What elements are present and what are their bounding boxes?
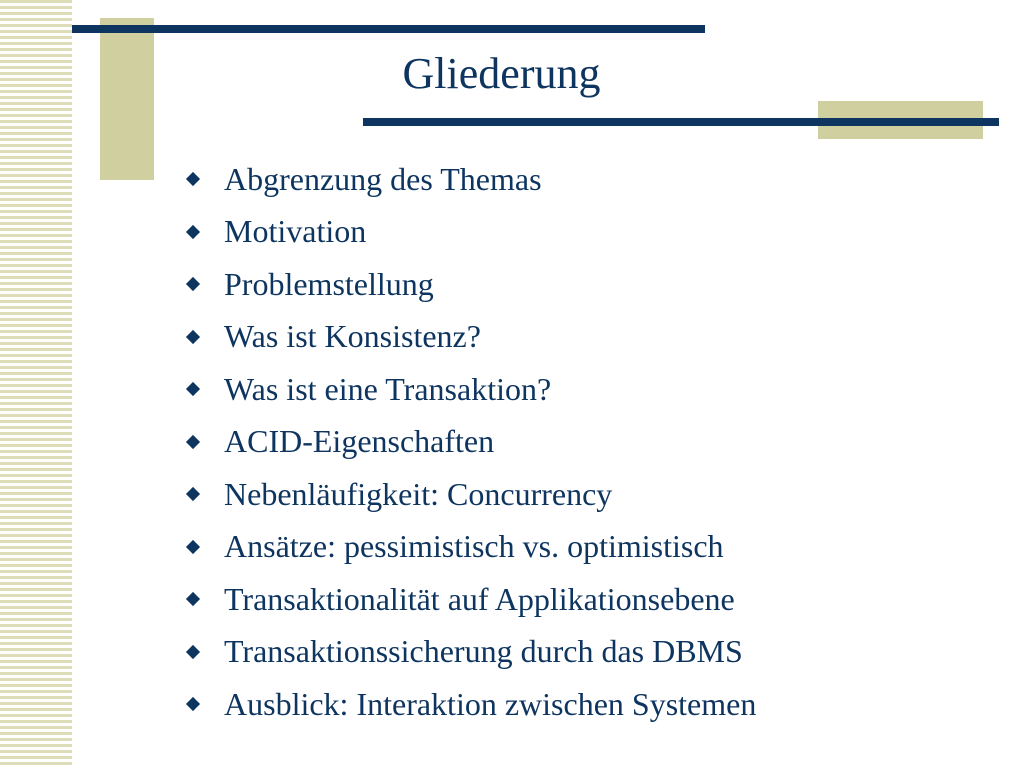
list-item-text: Ansätze: pessimistisch vs. optimistisch: [224, 528, 724, 565]
slide-title: Gliederung: [402, 49, 601, 98]
list-item: [180, 311, 756, 364]
diamond-icon: [186, 277, 200, 291]
diamond-icon: [186, 540, 200, 554]
list-item: [180, 521, 756, 574]
diamond-icon: [186, 225, 200, 239]
list-item: [180, 468, 756, 521]
list-item: [180, 626, 756, 679]
diamond-icon: [186, 435, 200, 449]
diamond-icon: [186, 487, 200, 501]
left-stripe-decoration: [0, 0, 72, 768]
list-item-text: Abgrenzung des Themas: [224, 160, 542, 197]
list-item-text: Was ist eine Transaktion?: [224, 370, 552, 407]
list-item-text: Motivation: [224, 213, 367, 250]
accent-block-top-left: [100, 18, 154, 180]
list-item-text: Nebenläufigkeit: Concurrency: [224, 475, 613, 512]
list-item: [180, 573, 756, 626]
diamond-icon: [186, 172, 200, 186]
list-item-text: Ausblick: Interaktion zwischen Systemen: [224, 685, 757, 722]
list-item-text: Was ist Konsistenz?: [224, 318, 481, 355]
title-rule-top: [72, 25, 705, 33]
list-item: [180, 206, 756, 259]
list-item-text: ACID-Eigenschaften: [224, 423, 495, 460]
list-item: [180, 258, 756, 311]
list-item-text: Transaktionalität auf Applikationsebene: [224, 580, 735, 617]
list-item: [180, 416, 756, 469]
list-item-text: Problemstellung: [224, 265, 434, 302]
bullet-list: [180, 153, 756, 731]
list-item-text: Transaktionssicherung durch das DBMS: [224, 633, 743, 670]
title-rule-bottom: [363, 118, 999, 126]
list-item: [180, 153, 756, 206]
diamond-icon: [186, 697, 200, 711]
diamond-icon: [186, 645, 200, 659]
list-item: [180, 678, 756, 731]
diamond-icon: [186, 330, 200, 344]
list-item: [180, 363, 756, 416]
diamond-icon: [186, 382, 200, 396]
diamond-icon: [186, 592, 200, 606]
